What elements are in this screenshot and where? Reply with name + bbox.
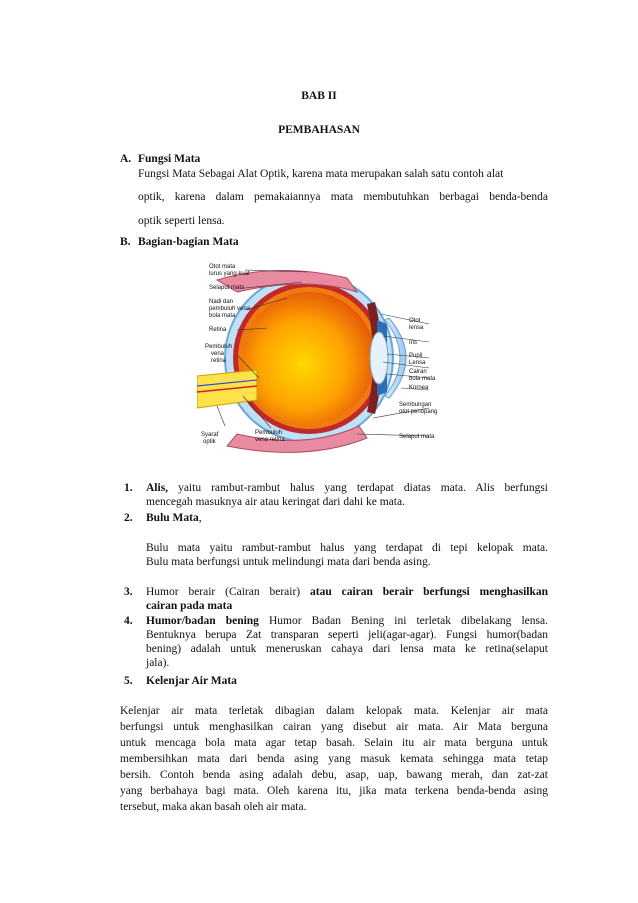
label-pembuluh-vena-1: Pembuluh [205,344,233,350]
label-nadi-2: pembuluh vena [209,306,251,312]
label-otot-mata-2: lurus yang kuat [209,271,250,277]
item-2-line-1: Bulu mata yaitu rambut-rambut halus yang terdapat di tepi kelopak mata. [146,542,548,554]
label-retina: Retina [209,327,227,333]
label-nadi-3: bola mata [209,313,236,319]
label-cairan-2: bola mata [409,376,436,382]
chapter-title: PEMBAHASAN [278,124,360,136]
item-3-line-1 [146,585,548,599]
para-line-5: bersih. Contoh benda asing adalah debu, asap, uap, bawang merah, dan zat-zat [120,769,548,781]
item-5-number: 5. [124,675,133,687]
label-kornea: Kornea [409,385,429,391]
section-a-line-1: Fungsi Mata Sebagai Alat Optik, karena mata merupakan salah satu contoh alat [138,168,504,180]
para-line-2: berfungsi untuk menghasilkan cairan yang disebut air mata. Air Mata berguna [120,721,548,733]
item-1-title: Alis, [146,482,169,494]
item-3-line-2: cairan pada mata [146,600,233,612]
label-sembungan-2: otot penopang [399,409,437,415]
label-otot-mata-1: Otot mata [209,264,236,270]
label-pembuluh-bottom-2: vena retina [255,437,285,443]
item-1-line-2: mencegah masuknya air atau keringat dari dahi ke mata. [146,496,405,508]
section-a-title: Fungsi Mata [138,153,201,165]
label-otot-lensa-1: Otot [409,318,421,324]
label-otot-lensa-2: lensa [409,325,424,331]
section-a-line-2: optik, karena dalam pemakaiannya mata membutuhkan berbagai benda-benda [138,191,548,203]
item-3-bold: atau cairan berair berfungsi menghasilkan [310,586,548,598]
label-nadi-1: Nadi dan [209,299,234,305]
label-pembuluh-vena-2: vena [211,351,225,357]
item-5-title: Kelenjar Air Mata [146,675,237,687]
section-b-letter: B. [120,236,131,248]
label-pupil: Pupil [409,353,423,359]
item-4-line-1 [146,614,548,628]
section-a-line-3: optik seperti lensa. [138,215,225,227]
item-2-title: Bulu Mata [146,512,199,524]
item-4-line-2: Bentuknya berupa Zat transparan seperti jeli(agar-agar). Fungsi humor(badan [146,629,548,641]
label-sembungan-1: Sembungan [399,402,432,408]
item-2-number: 2. [124,512,133,524]
para-line-1: Kelenjar air mata terletak dibagian dalam kelopak mata. Kelenjar air mata [120,705,548,717]
para-line-3: untuk mencaga bola mata agar tetap basah. Selain itu air mata berguna untuk [120,737,548,749]
label-selaput-mata-bottom: Selaput mata [399,434,435,440]
item-2-title-suffix: , [198,512,202,524]
section-a-letter: A. [120,153,132,165]
label-pembuluh-bottom-1: Pembuluh [255,430,283,436]
item-4-number: 4. [124,615,133,627]
item-4-line-3: bening) adalah untuk meneruskan cahaya dari lensa mata ke retina(selaput [146,643,548,655]
item-2-line-2: Bulu mata berfungsi untuk melindungi mata dari benda asing. [146,556,431,568]
label-syaraf-2: optik [203,439,216,445]
para-line-7: tersebut, maka akan basah oleh air mata. [120,801,307,813]
chapter-number: BAB II [301,90,337,102]
section-b-title: Bagian-bagian Mata [138,236,239,248]
lens-shape [370,332,388,384]
label-lensa: Lensa [409,360,426,366]
label-selaput-mata-top: Selaput mata [209,285,245,291]
item-4-title: Humor/badan bening [146,615,259,627]
item-4-line-4: jala). [146,657,170,669]
label-cairan-1: Cairan [409,369,427,375]
para-line-4: membersihkan mata dari benda asing yang masuk kemata sehingga mata tetap [120,753,548,765]
label-pembuluh-vena-3: retina [211,358,227,364]
label-syaraf-1: Syaraf [201,432,219,438]
item-3-lead: Humor berair (Cairan berair) [146,586,311,598]
item-1-number: 1. [124,482,133,494]
item-4-text: Humor Badan Bening ini terletak dibelakang lensa. [258,615,548,627]
para-line-6: yang berbahaya bagi mata. Oleh karena itu, jika mata terkena benda-benda asing [120,785,548,797]
item-1-text: yaitu rambut-rambut halus yang terdapat diatas mata. Alis berfungsi [168,482,548,494]
item-3-number: 3. [124,586,133,598]
label-iris: Iris [409,340,417,346]
item-1-line-1 [146,481,548,495]
vitreous-body [243,292,375,424]
eye-diagram [197,258,437,458]
item-2-heading [146,511,202,525]
